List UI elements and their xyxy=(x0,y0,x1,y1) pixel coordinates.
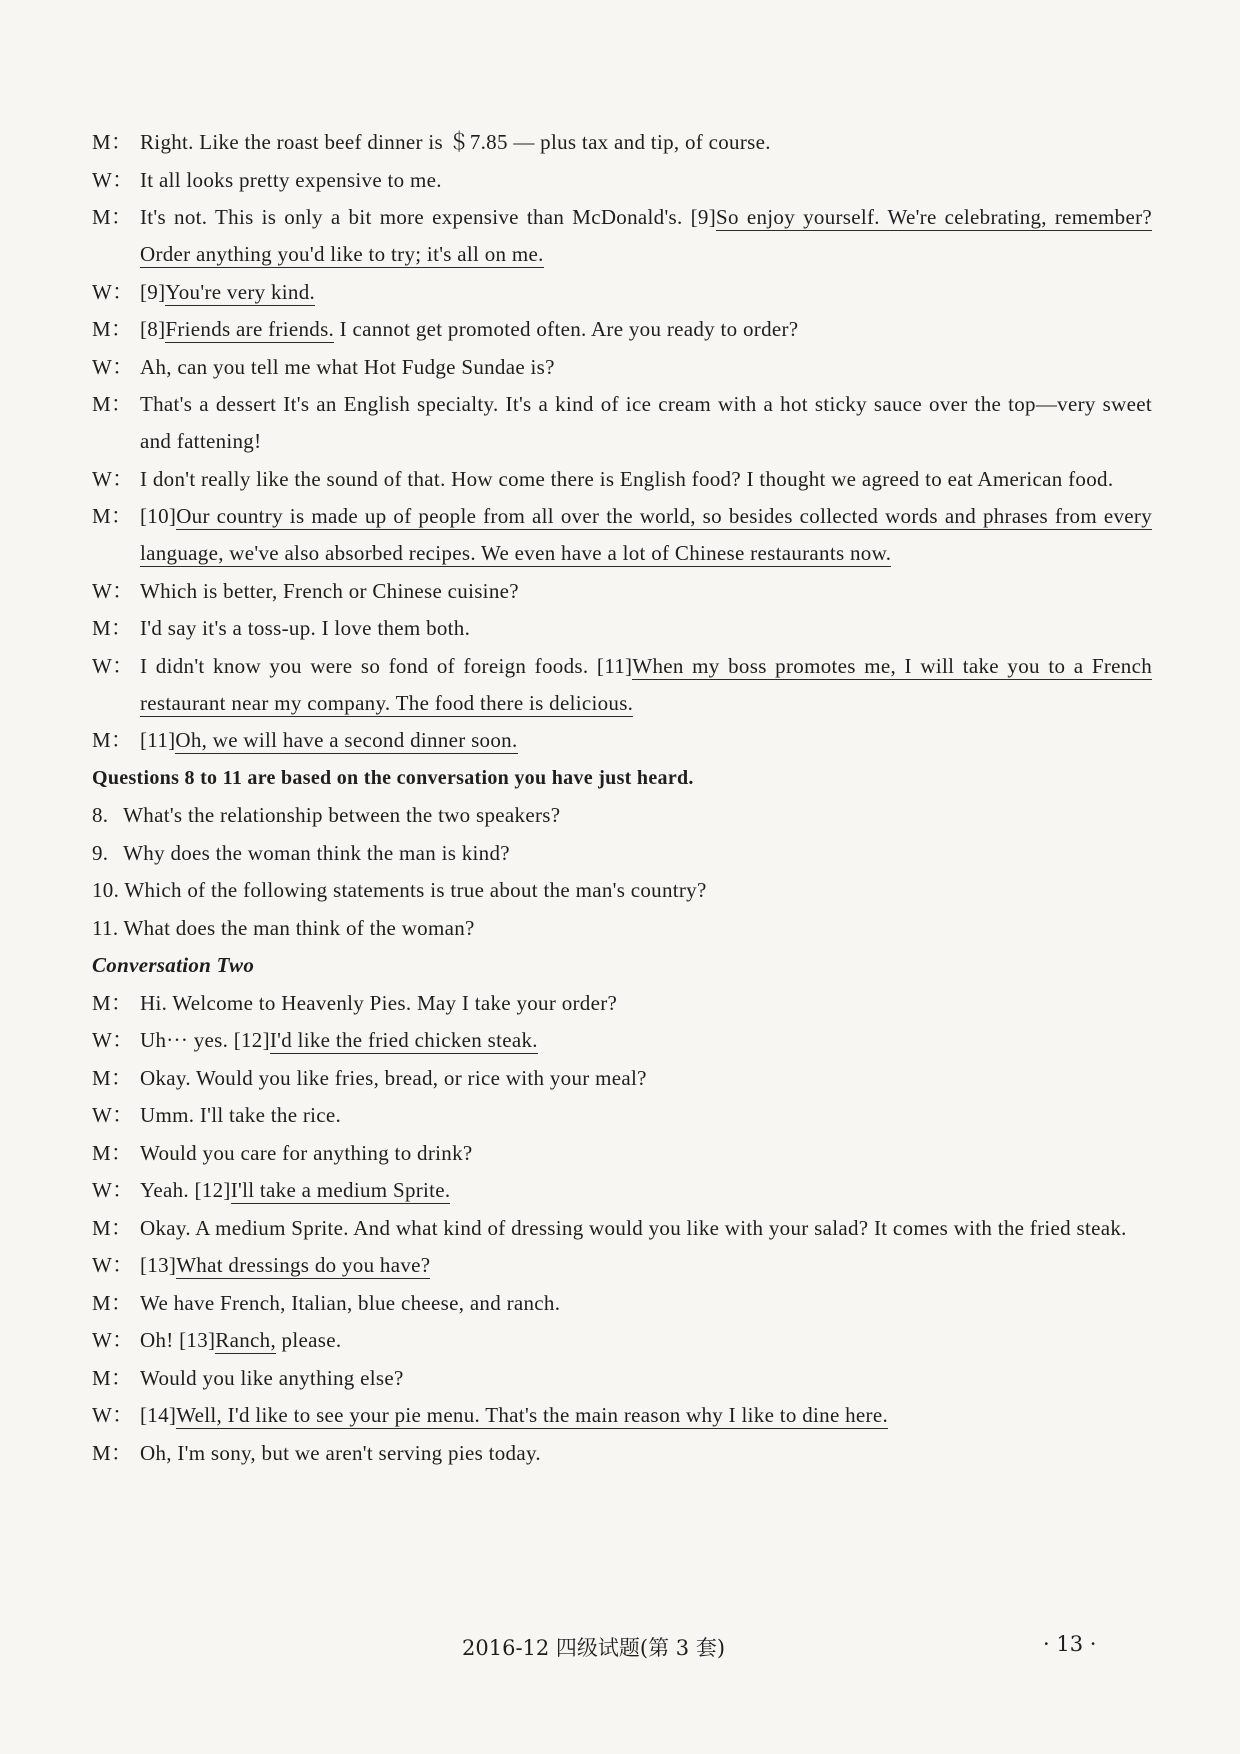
dialogue-line xyxy=(92,1026,1152,1054)
dialogue-line xyxy=(92,353,1152,381)
question-text: What does the man think of the woman? xyxy=(123,915,475,940)
plain-text: please. xyxy=(276,1328,342,1352)
plain-text: Yeah. xyxy=(140,1178,195,1202)
underlined-answer-text: Our country is made up of people from all over the world, so besides collected words and phrases from every language, we've also absorbed recipes. We even have a lot of Chinese restaurants now. xyxy=(140,504,1152,565)
underlined-answer-text: Friends are friends. xyxy=(165,317,335,341)
answer-marker: [13] xyxy=(140,1253,177,1277)
answer-marker: [12] xyxy=(194,1178,231,1202)
speech-text xyxy=(140,1064,1152,1092)
plain-text: That's a dessert It's an English specialty. It's a kind of ice cream with a hot sticky sauce over the top—very sweet and fattening! xyxy=(140,392,1152,453)
speaker-label: W： xyxy=(92,1328,134,1352)
dialogue-line xyxy=(92,128,1152,156)
dialogue-line xyxy=(92,1289,1152,1317)
speaker-label: M： xyxy=(92,130,133,154)
underlined-answer-text: So enjoy yourself. We're celebrating, remember? Order anything you'd like to try; it's all on me. xyxy=(140,205,1152,266)
answer-marker: [11] xyxy=(596,653,633,678)
dialogue-line xyxy=(92,315,1152,343)
dialogue-line xyxy=(92,726,1152,754)
answer-marker: [9] xyxy=(690,205,717,229)
question-text: Which of the following statements is true about the man's country? xyxy=(124,878,707,902)
speaker-label: W： xyxy=(92,1403,134,1427)
dialogue-line xyxy=(92,1439,1152,1467)
speaker-label: W： xyxy=(92,167,134,192)
plain-text: I'd say it's a toss-up. I love them both. xyxy=(140,616,471,640)
speech-text xyxy=(140,1326,1152,1354)
underlined-answer-text: Oh, we will have a second dinner soon. xyxy=(175,728,518,752)
plain-text: Hi. Welcome to Heavenly Pies. May I take your order? xyxy=(140,990,618,1015)
underlined-answer-text: When my boss promotes me, I will take you to a French restaurant near my company. The food there is delicious. xyxy=(140,653,1152,715)
speech-text xyxy=(140,1139,1152,1167)
plain-text: Which is better, French or Chinese cuisine? xyxy=(140,578,519,603)
conversation-two-transcript xyxy=(92,989,1152,1467)
dialogue-line xyxy=(92,1064,1152,1092)
underlined-answer-text: I'd like the fried chicken steak. xyxy=(269,1028,538,1052)
speech-text xyxy=(140,166,1152,194)
speaker-label: M： xyxy=(92,1215,133,1240)
speech-text xyxy=(140,726,1152,754)
dialogue-line xyxy=(92,390,1152,455)
speaker-label: M： xyxy=(92,616,133,640)
speaker-label: M： xyxy=(92,1440,133,1465)
speaker-label: W： xyxy=(92,1178,134,1202)
dialogue-line xyxy=(92,1214,1152,1242)
underlined-answer-text: What dressings do you have? xyxy=(176,1253,431,1277)
speaker-label: M： xyxy=(92,317,133,341)
question-item xyxy=(92,839,1152,867)
plain-text: Oh, I'm sony, but we aren't serving pies today. xyxy=(140,1440,541,1465)
page-number: · 13 · xyxy=(1043,1632,1097,1656)
speech-text xyxy=(140,278,1152,306)
underlined-answer-text: I'll take a medium Sprite. xyxy=(230,1178,451,1202)
speech-text xyxy=(140,1026,1152,1054)
speech-text xyxy=(140,461,1152,498)
speech-text xyxy=(140,353,1152,381)
plain-text: Ah, can you tell me what Hot Fudge Sundae is? xyxy=(140,354,555,379)
speaker-label: M： xyxy=(92,1290,133,1315)
dialogue-line xyxy=(92,1326,1152,1354)
questions-instruction: Questions 8 to 11 are based on the conversation you have just heard. xyxy=(92,766,694,789)
plain-text: Oh! xyxy=(140,1328,180,1352)
plain-text: I cannot get promoted often. Are you ready to order? xyxy=(334,317,799,341)
speech-text xyxy=(140,614,1152,642)
speech-text xyxy=(140,1289,1152,1317)
speaker-label: M： xyxy=(92,205,133,229)
speech-text xyxy=(140,128,1152,156)
question-list xyxy=(92,801,1152,942)
dialogue-line xyxy=(92,1364,1152,1392)
speaker-label: W： xyxy=(92,578,134,603)
speech-text xyxy=(140,498,1152,572)
dialogue-line xyxy=(92,1251,1152,1279)
speech-text xyxy=(140,648,1152,722)
plain-text: Uh··· yes. xyxy=(140,1028,234,1052)
speech-text xyxy=(140,1401,1152,1429)
speaker-label: M： xyxy=(92,392,133,416)
dialogue-line xyxy=(92,278,1152,306)
speech-text xyxy=(140,1439,1152,1467)
speaker-label: W： xyxy=(92,466,134,491)
dialogue-line xyxy=(92,1176,1152,1204)
dialogue-line xyxy=(92,1401,1152,1429)
speech-text xyxy=(140,1364,1152,1392)
question-item xyxy=(92,801,1152,829)
plain-text: Would you care for anything to drink? xyxy=(140,1140,473,1165)
answer-marker: [10] xyxy=(140,504,177,528)
underlined-answer-text: Ranch, xyxy=(215,1328,276,1352)
plain-text: I don't really like the sound of that. How come there is English food? I thought we agreed to eat American food. xyxy=(140,466,1114,491)
dialogue-line xyxy=(92,652,1152,717)
exam-page xyxy=(92,128,1152,1476)
question-text: What's the relationship between the two speakers? xyxy=(123,803,561,827)
plain-text: It all looks pretty expensive to me. xyxy=(140,167,442,192)
dialogue-line xyxy=(92,1139,1152,1167)
speaker-label: W： xyxy=(92,279,134,304)
plain-text: Okay. Would you like fries, bread, or rice with your meal? xyxy=(140,1065,647,1090)
plain-text: We have French, Italian, blue cheese, and ranch. xyxy=(140,1290,561,1315)
underlined-answer-text: Well, I'd like to see your pie menu. That's the main reason why I like to dine here. xyxy=(176,1403,889,1427)
dialogue-line xyxy=(92,989,1152,1017)
conversation-two-title: Conversation Two xyxy=(92,953,255,977)
speaker-label: M： xyxy=(92,504,133,528)
underlined-answer-text: You're very kind. xyxy=(165,279,316,304)
footer-title: 2016-12 四级试题(第 3 套) xyxy=(462,1636,726,1660)
question-number: 11. xyxy=(92,915,119,940)
dialogue-line xyxy=(92,614,1152,642)
speaker-label: M： xyxy=(92,1140,133,1165)
question-item xyxy=(92,876,1152,904)
dialogue-line xyxy=(92,203,1152,268)
answer-marker: [11] xyxy=(140,728,176,752)
speech-text xyxy=(140,577,1152,605)
question-number: 10. xyxy=(92,878,120,902)
speaker-label: W： xyxy=(92,653,134,678)
speaker-label: M： xyxy=(92,728,133,752)
conversation-one-transcript xyxy=(92,128,1152,754)
plain-text: Okay. A medium Sprite. And what kind of dressing would you like with your salad? It comes with the fried steak. xyxy=(140,1215,1127,1240)
speaker-label: W： xyxy=(92,1103,134,1127)
speaker-label: M： xyxy=(92,1365,133,1390)
dialogue-line xyxy=(92,166,1152,194)
speech-text xyxy=(140,386,1152,460)
plain-text: It's not. This is only a bit more expensive than McDonald's. xyxy=(140,205,691,229)
plain-text: Would you like anything else? xyxy=(140,1365,404,1390)
speaker-label: W： xyxy=(92,1253,134,1277)
speech-text xyxy=(140,1176,1152,1204)
question-number: 9. xyxy=(92,840,109,865)
dialogue-line xyxy=(92,465,1152,493)
answer-marker: [14] xyxy=(140,1403,177,1427)
speech-text xyxy=(140,1101,1152,1129)
dialogue-line xyxy=(92,1101,1152,1129)
question-text: Why does the woman think the man is kind? xyxy=(123,840,510,865)
plain-text: Umm. I'll take the rice. xyxy=(140,1103,342,1127)
speaker-label: W： xyxy=(92,1028,134,1052)
speech-text xyxy=(140,199,1152,273)
speech-text xyxy=(140,1210,1152,1247)
speech-text xyxy=(140,315,1152,343)
dialogue-line xyxy=(92,502,1152,567)
dialogue-line xyxy=(92,577,1152,605)
speaker-label: M： xyxy=(92,1065,133,1090)
speaker-label: W： xyxy=(92,354,134,379)
speech-text xyxy=(140,989,1152,1017)
answer-marker: [12] xyxy=(233,1028,270,1052)
answer-marker: [9] xyxy=(140,279,166,304)
speaker-label: M： xyxy=(92,990,133,1015)
question-number: 8. xyxy=(92,803,109,827)
answer-marker: [8] xyxy=(140,317,166,341)
speech-text xyxy=(140,1251,1152,1279)
answer-marker: [13] xyxy=(179,1328,216,1352)
question-item xyxy=(92,914,1152,942)
plain-text: I didn't know you were so fond of foreign foods. xyxy=(140,653,597,678)
plain-text: Right. Like the roast beef dinner is ＄7.85 — plus tax and tip, of course. xyxy=(140,130,771,154)
